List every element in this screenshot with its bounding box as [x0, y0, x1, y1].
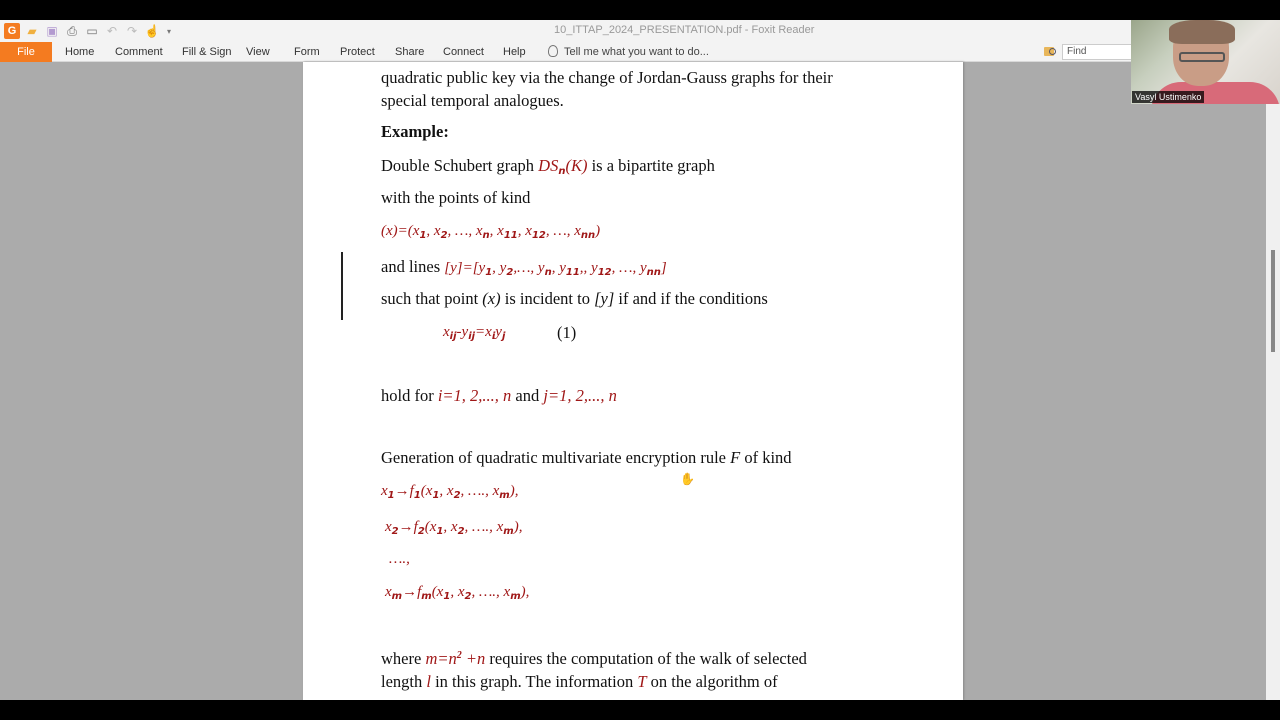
rule-line: $x_2\to f_2(x_1$, $x_2$, …., $x_m$),	[385, 519, 523, 537]
scan-icon[interactable]: ▭	[86, 24, 98, 38]
undo-icon[interactable]: ↶	[106, 24, 118, 38]
menu-file[interactable]: File	[0, 42, 52, 62]
menu-view[interactable]: View	[246, 46, 270, 58]
scrollbar-thumb[interactable]	[1271, 250, 1275, 352]
open-folder-icon[interactable]: ▰	[27, 24, 37, 38]
rule-line: $x_1\to f_1(x_1$, $x_2$, …., $x_m$),	[381, 483, 519, 501]
hold-range: hold for i=1, 2,..., n and j=1, 2,..., n	[381, 386, 617, 405]
where-statement: where $m=n^2 +n$ requires the computation of the walk of selected	[381, 649, 807, 668]
hand-tool-icon[interactable]: ☝	[144, 24, 160, 38]
hand-cursor-icon: ✋	[680, 472, 695, 486]
foxit-app-icon[interactable]: G	[4, 23, 20, 39]
points-formula: $(x)=(x_1$, $x_2$, …, $x_n$, $x_{11}$, $x_{12}$, …, $x_{nn}$)	[381, 223, 601, 241]
title-bar	[0, 20, 1280, 42]
participant-name: Vasyl Ustimenko	[1132, 91, 1204, 103]
ellipsis: ….,	[389, 551, 410, 567]
menu-form[interactable]: Form	[294, 46, 320, 58]
top-black-bar	[0, 0, 1280, 20]
change-bar	[341, 252, 343, 320]
redo-icon[interactable]: ↷	[126, 24, 138, 38]
find-input[interactable]: Find	[1062, 44, 1142, 60]
menu-connect[interactable]: Connect	[443, 46, 484, 58]
find-folder-search-icon[interactable]	[1044, 45, 1058, 58]
incidence-condition: $x_{ij}-y_{ij}=x_iy_j$	[443, 324, 506, 342]
bottom-black-bar	[0, 700, 1280, 720]
window-title: 10_ITTAP_2024_PRESENTATION.pdf - Foxit Reader	[554, 24, 815, 36]
schubert-definition: Double Schubert graph $DS_n(K)$ is a bipartite graph	[381, 156, 715, 177]
rule-line: $x_m\to f_m(x_1$, $x_2$, …., $x_m$),	[385, 584, 530, 602]
tell-me-text: Tell me what you want to do...	[564, 46, 709, 58]
length-statement: length l in this graph. The information T on the algorithm of	[381, 672, 778, 691]
print-icon[interactable]: ⎙	[67, 23, 77, 38]
tell-me-search[interactable]	[548, 42, 709, 62]
menu-home[interactable]: Home	[65, 46, 95, 58]
points-intro: with the points of kind	[381, 188, 531, 207]
quick-access-toolbar	[4, 23, 174, 39]
menu-protect[interactable]: Protect	[340, 46, 375, 58]
ds-symbol: $DS_n(K)$	[538, 156, 588, 177]
incidence-statement: such that point (x) is incident to [y] if and if the conditions	[381, 289, 768, 308]
text-line: quadratic public key via the change of Jordan-Gauss graphs for their	[381, 68, 833, 87]
vertical-scrollbar[interactable]	[1266, 62, 1280, 700]
lightbulb-icon	[548, 45, 558, 57]
save-icon[interactable]: ▣	[46, 24, 58, 38]
text-line: special temporal analogues.	[381, 91, 564, 110]
generation-statement: Generation of quadratic multivariate encryption rule F of kind	[381, 448, 792, 467]
menu-share[interactable]: Share	[395, 46, 425, 58]
example-heading: Example:	[381, 122, 449, 141]
menu-help[interactable]: Help	[503, 46, 526, 58]
customize-dropdown-icon[interactable]: ▾	[166, 26, 171, 36]
webcam-overlay	[1131, 20, 1280, 104]
menu-fill-sign[interactable]: Fill & Sign	[182, 46, 232, 58]
equation-number: (1)	[557, 323, 577, 342]
menu-comment[interactable]: Comment	[115, 46, 163, 58]
lines-definition: and lines $[y]=[y_1$, $y_2,\dots$, $y_n$, $y_{11}$,, $y_{12}$, …, $y_{nn}$]	[381, 257, 667, 278]
pdf-page	[303, 62, 963, 700]
